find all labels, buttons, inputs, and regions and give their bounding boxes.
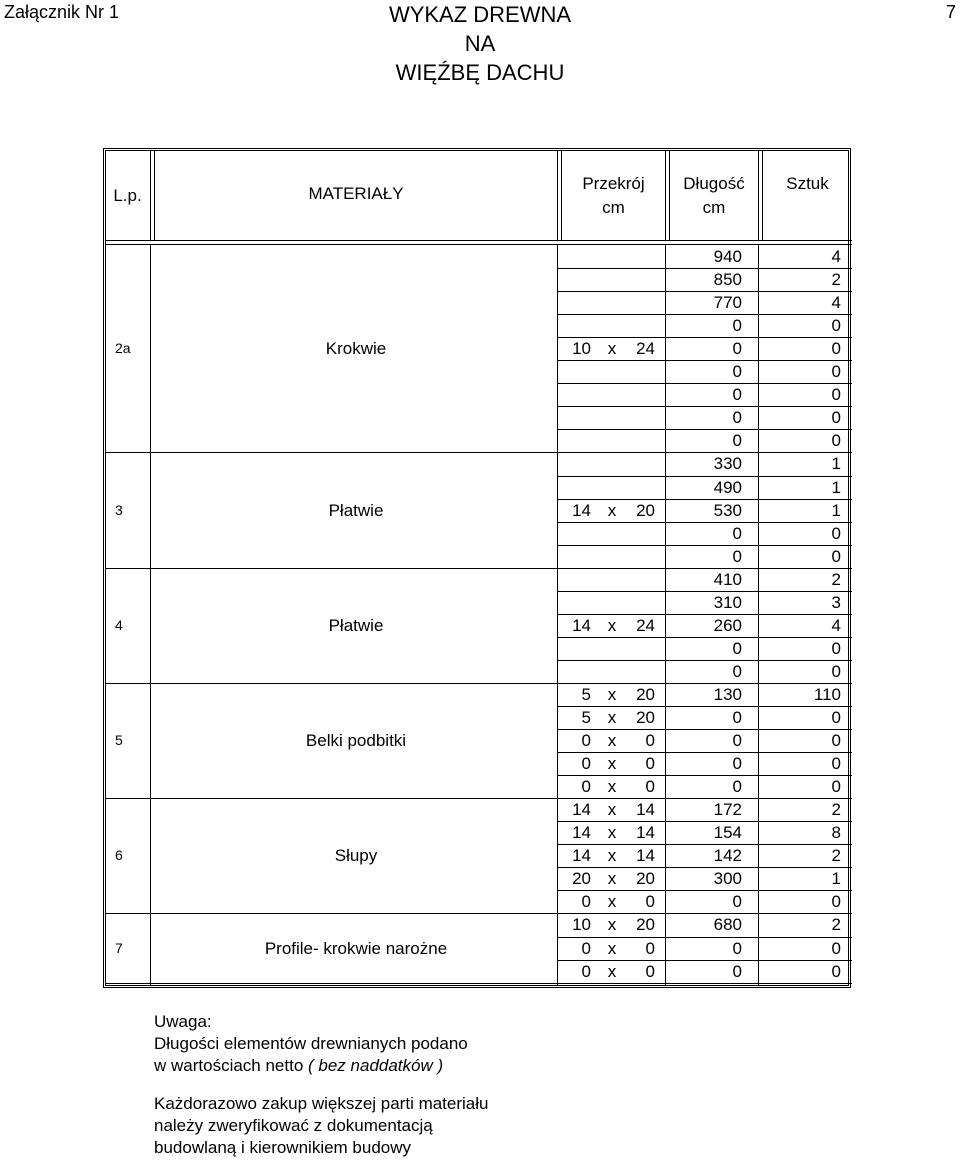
pieces-value: 0 (831, 316, 841, 336)
length-value: 0 (732, 754, 742, 774)
pieces-value: 4 (831, 293, 841, 313)
length-value: 300 (713, 869, 742, 889)
length-value: 0 (732, 892, 742, 912)
length-value: 0 (732, 777, 742, 797)
cross-section-width: 5 (581, 708, 591, 727)
group-divider (105, 913, 557, 914)
body-col-line-pieces (758, 245, 759, 986)
pieces-value: 4 (831, 247, 841, 266)
header-col-line-b-2 (669, 150, 670, 240)
row-lp-number: 3 (115, 501, 123, 518)
material-name: Płatwie (328, 615, 384, 635)
cross-section-height: 0 (645, 961, 655, 981)
header-col-line-a-3 (758, 150, 759, 240)
pieces-value: 0 (831, 431, 841, 451)
cross-section-x: x (607, 339, 617, 359)
cross-section-height: 24 (636, 339, 655, 359)
pieces-value: 3 (831, 592, 841, 612)
row-lp-number: 6 (115, 847, 123, 864)
pieces-value: 2 (831, 800, 841, 820)
body-col-line-lp (150, 245, 151, 986)
cross-section-width: 0 (581, 754, 591, 774)
length-value: 530 (713, 500, 742, 520)
header-divider-top (105, 240, 852, 241)
pieces-value: 4 (831, 615, 841, 635)
title-line-2: NA (464, 31, 496, 56)
document-title (330, 0, 630, 87)
cross-section-width: 14 (572, 846, 591, 866)
pieces-value: 0 (831, 523, 841, 543)
group-divider (105, 798, 557, 799)
length-value: 0 (732, 385, 742, 405)
length-value: 0 (732, 661, 742, 681)
length-value: 680 (713, 915, 742, 935)
length-value: 0 (732, 961, 742, 981)
cross-section-x: x (607, 961, 617, 981)
annex-label: Załącznik Nr 1 (4, 2, 120, 22)
pieces-value: 8 (831, 823, 841, 843)
material-name: Słupy (334, 846, 378, 866)
group-divider (105, 683, 557, 684)
cross-section-height: 14 (636, 823, 655, 843)
length-value: 770 (713, 293, 742, 313)
notes-label: Uwaga: (154, 1012, 212, 1031)
group-divider (105, 983, 557, 984)
cross-section-height: 0 (645, 731, 655, 751)
pieces-value: 0 (831, 638, 841, 658)
pieces-value: 1 (831, 869, 841, 889)
column-header-cross-section-unit: cm (602, 198, 625, 217)
material-name: Krokwie (325, 339, 387, 359)
length-value: 0 (732, 638, 742, 658)
cross-section-x: x (607, 777, 617, 797)
notes-line-2-italic: ( bez naddatków ) (308, 1056, 444, 1075)
pieces-value: 0 (831, 546, 841, 566)
length-value: 850 (713, 270, 742, 290)
pieces-value: 2 (831, 569, 841, 589)
notes-spacer (154, 1077, 489, 1093)
cross-section-width: 10 (572, 339, 591, 359)
pieces-value: 2 (831, 846, 841, 866)
column-header-cross-section: Przekrój (582, 174, 645, 193)
notes-line-2 (154, 1055, 489, 1077)
pieces-value: 2 (831, 270, 841, 290)
pieces-value: 0 (831, 961, 841, 981)
length-value: 330 (713, 454, 742, 474)
pieces-value: 0 (831, 892, 841, 912)
cross-section-width: 14 (572, 500, 591, 520)
row-lp-number: 4 (115, 616, 123, 633)
cross-section-height: 0 (645, 938, 655, 958)
cross-section-x: x (607, 800, 617, 820)
row-lp-number: 7 (115, 939, 123, 956)
length-value: 130 (713, 684, 742, 704)
cross-section-x: x (607, 615, 617, 635)
length-value: 940 (713, 247, 742, 266)
cross-section-width: 0 (581, 961, 591, 981)
pieces-value: 0 (831, 754, 841, 774)
cross-section-height: 14 (636, 800, 655, 820)
column-header-lp: L.p. (113, 186, 142, 205)
length-value: 142 (713, 846, 742, 866)
cross-section-width: 20 (572, 869, 591, 889)
length-value: 410 (713, 569, 742, 589)
header-col-line-a-2 (665, 150, 666, 240)
header-col-line-a-0 (150, 150, 151, 240)
pieces-value: 110 (813, 684, 841, 704)
length-value: 0 (732, 408, 742, 428)
notes-line-3: Każdorazowo zakup większej parti materiału (154, 1094, 489, 1113)
pieces-value: 1 (831, 477, 841, 497)
material-name: Belki podbitki (305, 731, 407, 751)
body-col-line-length (665, 245, 666, 986)
cross-section-x: x (607, 892, 617, 912)
notes-line-5: budowlaną i kierownikiem budowy (154, 1138, 412, 1157)
cross-section-x: x (607, 938, 617, 958)
cross-section-width: 14 (572, 823, 591, 843)
length-value: 0 (732, 362, 742, 382)
group-divider (105, 452, 557, 453)
length-value: 0 (732, 708, 742, 727)
cross-section-x: x (607, 684, 617, 704)
cross-section-height: 24 (636, 615, 655, 635)
cross-section-x: x (607, 500, 617, 520)
cross-section-height: 14 (636, 846, 655, 866)
length-value: 0 (732, 938, 742, 958)
length-value: 0 (732, 431, 742, 451)
cross-section-width: 0 (581, 892, 591, 912)
header-col-line-b-3 (762, 150, 763, 240)
row-line (557, 983, 852, 984)
pieces-value: 0 (831, 938, 841, 958)
notes-line-4: należy zweryfikować z dokumentacją (154, 1116, 433, 1135)
notes-line-2-text: w wartościach netto (154, 1056, 309, 1075)
length-value: 0 (732, 523, 742, 543)
length-value: 154 (713, 823, 742, 843)
cross-section-x: x (607, 915, 617, 935)
notes (154, 1011, 489, 1159)
cross-section-height: 20 (636, 915, 655, 935)
pieces-value: 1 (831, 500, 841, 520)
cross-section-x: x (607, 823, 617, 843)
header-col-line-b-1 (561, 150, 562, 240)
column-header-length: Długość (683, 174, 745, 193)
pieces-value: 0 (831, 661, 841, 681)
cross-section-width: 10 (572, 915, 591, 935)
column-header-materials: MATERIAŁY (308, 184, 404, 203)
length-value: 0 (732, 316, 742, 336)
cross-section-width: 0 (581, 938, 591, 958)
pieces-value: 0 (831, 385, 841, 405)
cross-section-height: 0 (645, 754, 655, 774)
material-name: Płatwie (328, 500, 384, 520)
pieces-value: 1 (831, 454, 841, 474)
length-value: 0 (732, 731, 742, 751)
cross-section-width: 14 (572, 800, 591, 820)
cross-section-width: 5 (581, 684, 591, 704)
length-value: 490 (713, 477, 742, 497)
cross-section-height: 20 (636, 869, 655, 889)
cross-section-height: 0 (645, 777, 655, 797)
title-line-1: WYKAZ DREWNA (388, 2, 572, 27)
cross-section-x: x (607, 731, 617, 751)
pieces-value: 0 (831, 731, 841, 751)
pieces-value: 0 (831, 777, 841, 797)
row-lp-number: 2a (115, 340, 131, 357)
body-col-line-materials (557, 245, 558, 986)
title-line-3: WIĘŹBĘ DACHU (395, 60, 565, 85)
cross-section-height: 20 (636, 708, 655, 727)
row-lp-number: 5 (115, 732, 123, 749)
group-divider (105, 568, 557, 569)
cross-section-x: x (607, 754, 617, 774)
page-number: 7 (945, 2, 956, 22)
cross-section-x: x (607, 846, 617, 866)
length-value: 0 (732, 339, 742, 359)
pieces-value: 0 (831, 408, 841, 428)
cross-section-width: 0 (581, 777, 591, 797)
cross-section-x: x (607, 869, 617, 889)
length-value: 0 (732, 546, 742, 566)
pieces-value: 2 (831, 915, 841, 935)
pieces-value: 0 (831, 708, 841, 727)
column-header-length-unit: cm (702, 198, 726, 217)
cross-section-width: 0 (581, 731, 591, 751)
cross-section-height: 20 (636, 500, 655, 520)
column-header-pieces: Sztuk (786, 174, 829, 193)
header-col-line-a-1 (557, 150, 558, 240)
cross-section-x: x (607, 708, 617, 727)
cross-section-width: 14 (572, 615, 591, 635)
length-value: 310 (713, 592, 742, 612)
cross-section-height: 20 (636, 684, 655, 704)
pieces-value: 0 (831, 362, 841, 382)
material-name: Profile- krokwie narożne (264, 938, 448, 958)
length-value: 260 (713, 615, 742, 635)
cross-section-height: 0 (645, 892, 655, 912)
notes-line-1: Długości elementów drewnianych podano (154, 1034, 468, 1053)
pieces-value: 0 (831, 339, 841, 359)
length-value: 172 (713, 800, 742, 820)
